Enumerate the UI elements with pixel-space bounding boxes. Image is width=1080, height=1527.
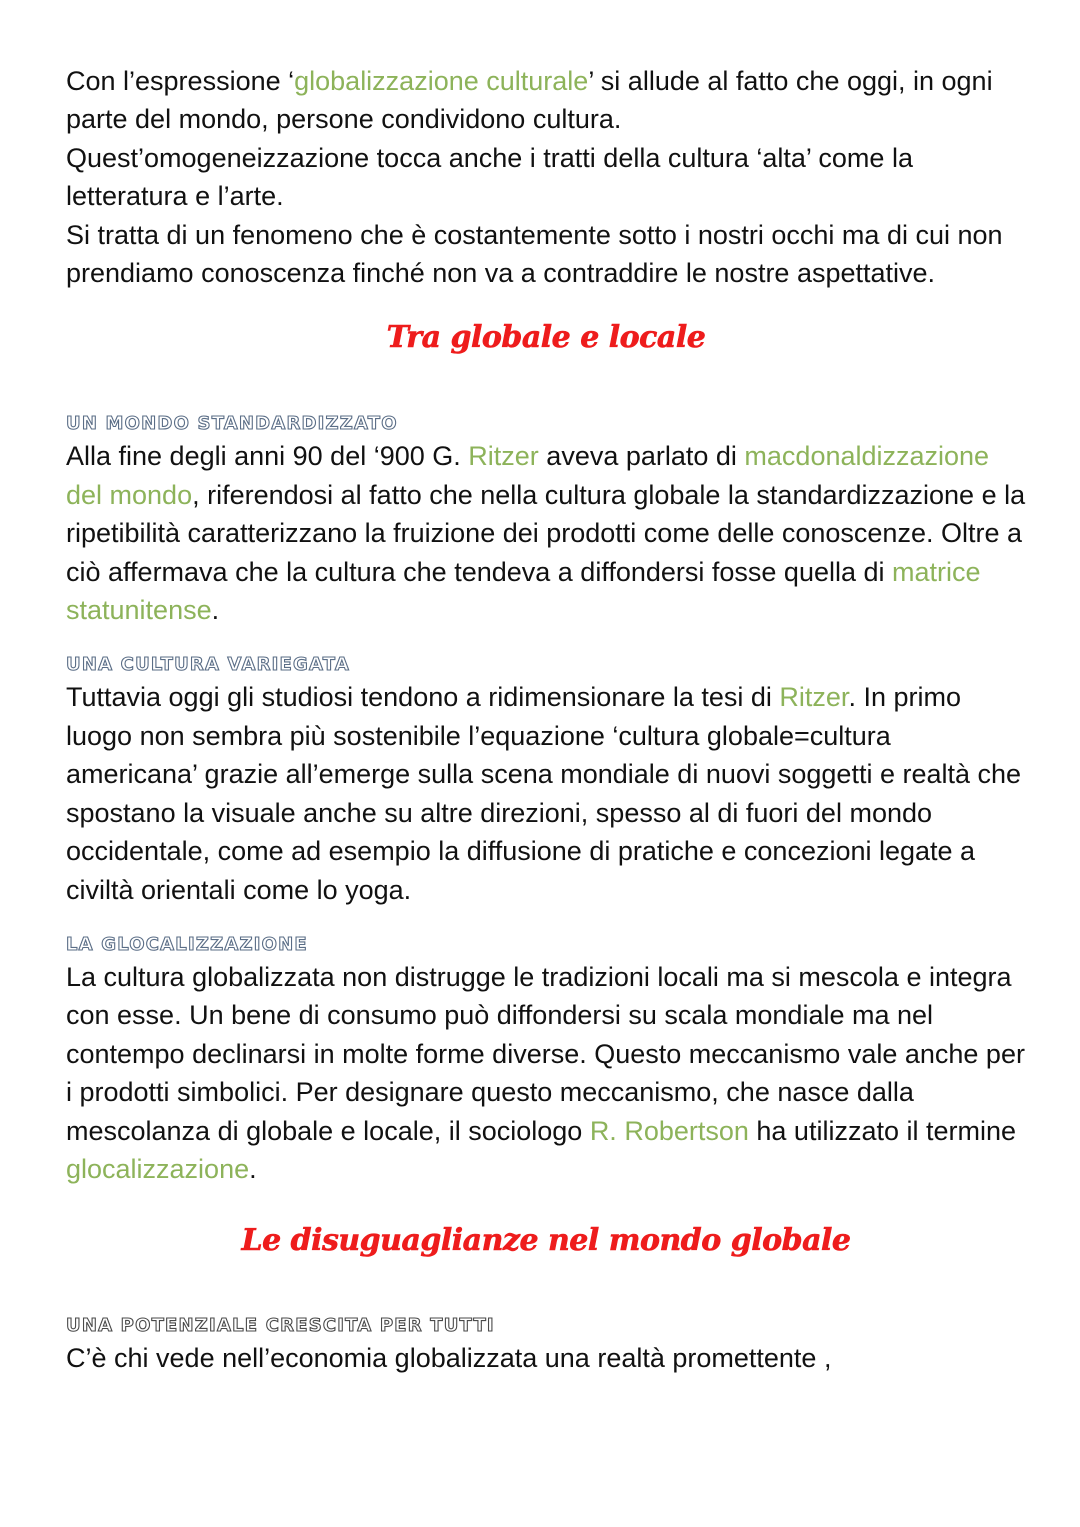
section-title-disuguaglianze: Le disuguaglianze nel mondo globale — [241, 1223, 851, 1259]
term-ritzer: Ritzer — [779, 682, 849, 713]
term-glocalizzazione: glocalizzazione — [66, 1153, 250, 1184]
term-robertson: R. Robertson — [589, 1115, 749, 1146]
paragraph-text: . In primo luogo non sembra più sostenibile l’equazione ‘cultura globale=cultura americana’ grazie all’emerge sulla scena mondiale di nuovi soggetti e realtà che spostano la visuale anche su altre direzioni, spesso al di fuori del mondo occidentale, come ad esempio la diffusione di pratiche e concezioni legate a civiltà orientali come lo yoga. — [66, 682, 1022, 905]
term-matrice-statunitense: matrice statunitense — [66, 556, 981, 626]
paragraph-mondo-standardizzato — [66, 437, 1026, 629]
paragraph-text: , riferendosi al fatto che nella cultura globale la standardizzazione e la ripetibilità caratterizzano la fruizione dei prodotti come delle conoscenze. Oltre a ciò affermava che la cultura che tendeva a diffondersi fosse quella di — [66, 479, 1026, 587]
paragraph-text: Tuttavia oggi gli studiosi tendono a ridimensionare la tesi di — [66, 682, 780, 713]
paragraph-text: La cultura globalizzata non distrugge le tradizioni locali ma si mescola e integra con esse. Un bene di consumo può diffondersi su scala mondiale ma nel contempo declinarsi in molte forme diverse. Questo meccanismo vale anche per i prodotti simbolici. Per designare questo meccanismo, che nasce dalla mescolanza di globale e locale, il sociologo — [66, 961, 1025, 1146]
term-ritzer: Ritzer — [468, 441, 539, 472]
paragraph-potenziale-crescita: C’è chi vede nell’economia globalizzata una realtà promettente , — [66, 1343, 832, 1374]
term-globalizzazione-culturale: globalizzazione culturale — [294, 66, 589, 96]
subheading-cultura-variegata: UNA CULTURA VARIEGATA — [66, 654, 350, 676]
subheading-potenziale-crescita: UNA POTENZIALE CRESCITA PER TUTTI — [66, 1315, 495, 1337]
document-page — [66, 0, 1026, 1378]
paragraph-text: aveva parlato di — [538, 441, 745, 472]
term-macdonaldizzazione: macdonaldizzazione del mondo — [66, 441, 990, 510]
intro-paragraph — [66, 62, 1026, 139]
paragraph-text: . — [249, 1153, 257, 1184]
subheading-glocalizzazione: LA GLOCALIZZAZIONE — [66, 933, 308, 955]
paragraph-text: Alla fine degli anni 90 del ‘900 G. — [66, 441, 469, 472]
subheading-mondo-standardizzato: UN MONDO STANDARDIZZATO — [66, 413, 398, 435]
intro-paragraph-3: Si tratta di un fenomeno che è costantemente sotto i nostri occhi ma di cui non prendiamo conoscenza finché non va a contraddire le nostre aspettative. — [66, 219, 1003, 289]
intro-text: ’ si allude al fatto che oggi, in ogni parte del mondo, persone condividono cultura. — [66, 66, 993, 135]
paragraph-text: ha utilizzato il termine — [748, 1115, 1017, 1146]
intro-paragraph-2: Quest’omogeneizzazione tocca anche i tratti della cultura ‘alta’ come la letteratura e l’arte. — [66, 142, 913, 212]
paragraph-cultura-variegata — [66, 678, 1026, 908]
section-title-tra-globale-e-locale: Tra globale e locale — [386, 320, 706, 356]
intro-text: Con l’espressione ‘ — [66, 66, 295, 96]
paragraph-glocalizzazione — [66, 958, 1026, 1188]
paragraph-text: . — [211, 595, 220, 626]
